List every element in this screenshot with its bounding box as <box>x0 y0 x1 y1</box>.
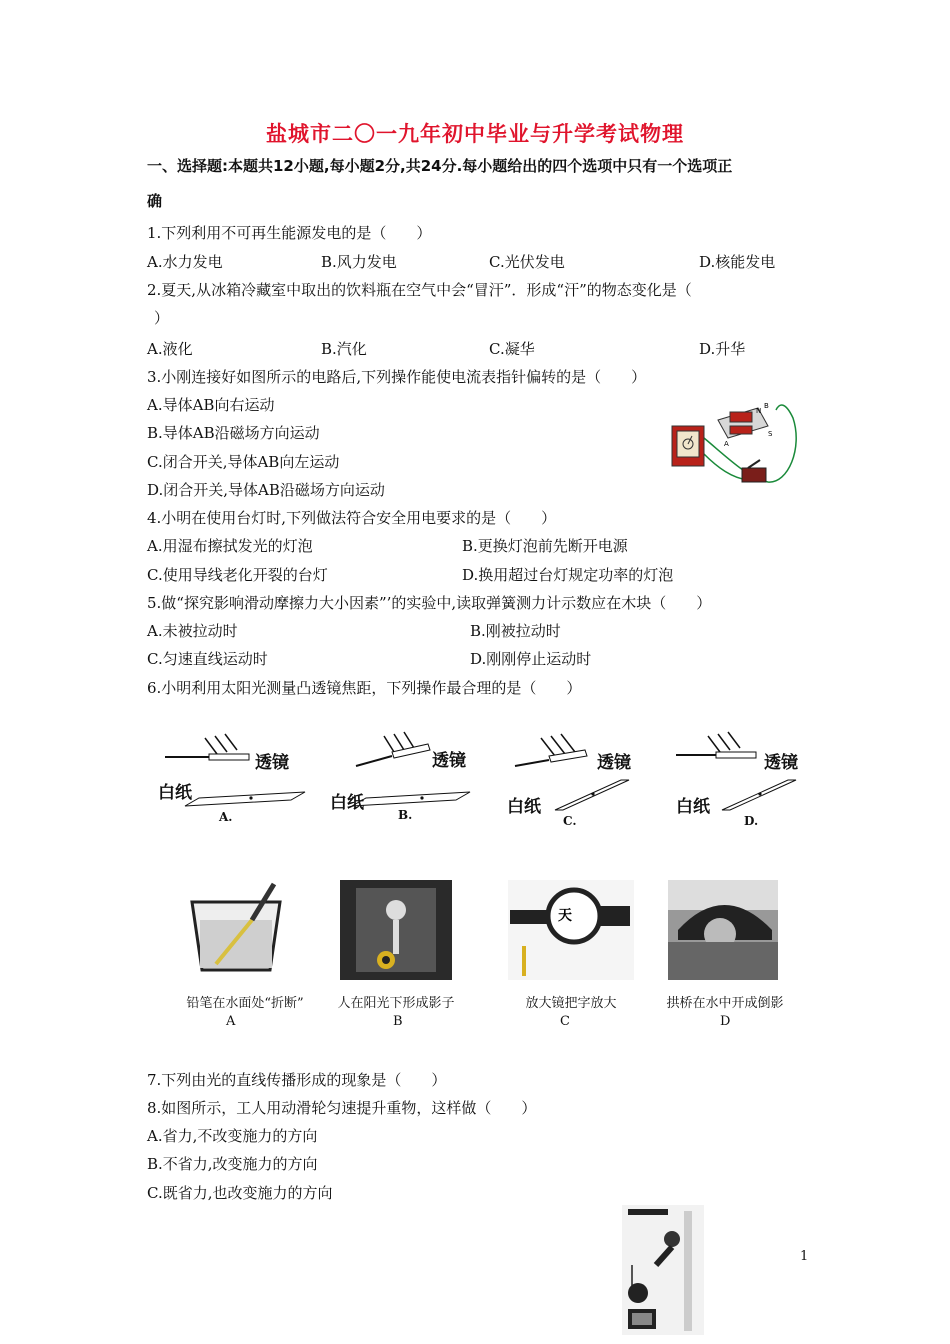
q6-panel-d-lens-label: 透镜 <box>764 753 798 773</box>
q7-photo-a-pencil-in-water <box>186 880 286 976</box>
q7-caption-c: 放大镜把字放大 <box>525 996 617 1011</box>
q1-stem: 1.下列利用不可再生能源发电的是（ ） <box>147 224 432 242</box>
q7-caption-b: 人在阳光下形成影子 <box>337 996 455 1011</box>
q6-panel-c-lens-label: 透镜 <box>597 753 631 773</box>
q6-panel-d-letter: D. <box>744 814 759 828</box>
q6-panel-c-paper-label: 白纸 <box>507 797 541 817</box>
q6-panel-a-lens-label: 透镜 <box>255 753 289 773</box>
page-title: 盐城市二〇一九年初中毕业与升学考试物理 <box>266 121 684 146</box>
q4-option-b: B.更换灯泡前先断开电源 <box>462 537 628 555</box>
q7-letter-a: A <box>226 1014 236 1029</box>
q1-option-d: D.核能发电 <box>699 253 776 271</box>
svg-text:B: B <box>764 402 769 410</box>
q2-option-a: A.液化 <box>147 340 193 358</box>
page-number: 1 <box>800 1249 809 1264</box>
q2-stem-line2: ） <box>154 309 170 327</box>
q6-panel-c-letter: C. <box>563 814 577 828</box>
q2-option-c: C.凝华 <box>489 340 535 358</box>
q6-panel-b-lens-label: 透镜 <box>432 751 466 771</box>
q6-panel-a-letter: A. <box>219 810 233 824</box>
q7-letter-c: C <box>560 1014 570 1029</box>
q1-option-a: A.水力发电 <box>147 253 223 271</box>
q8-option-b: B.不省力,改变施力的方向 <box>147 1155 318 1173</box>
section-heading-line2: 确 <box>147 192 163 210</box>
svg-text:S: S <box>768 430 773 438</box>
q7-stem: 7.下列由光的直线传播形成的现象是（ ） <box>147 1071 447 1089</box>
q3-option-b: B.导体AB沿磁场方向运动 <box>147 424 320 442</box>
svg-text:A: A <box>724 440 729 448</box>
q4-stem: 4.小明在使用台灯时,下列做法符合安全用电要求的是（ ） <box>147 509 557 527</box>
q8-option-c: C.既省力,也改变施力的方向 <box>147 1184 333 1202</box>
q2-stem-line1: 2.夏天,从冰箱冷藏室中取出的饮料瓶在空气中会“冒汗”．形成“汗”的物态变化是（ <box>147 281 692 299</box>
q1-option-c: C.光伏发电 <box>489 253 565 271</box>
q6-panel-d-paper-label: 白纸 <box>676 797 710 817</box>
q4-option-d: D.换用超过台灯规定功率的灯泡 <box>462 566 674 584</box>
svg-text:N: N <box>756 407 762 415</box>
q5-option-c: C.匀速直线运动时 <box>147 650 268 668</box>
q6-panel-d <box>672 730 832 830</box>
q6-panel-b-letter: B. <box>398 808 413 822</box>
q7-photo-b-shadow <box>340 880 452 980</box>
q6-panel-b-paper-label: 白纸 <box>330 793 364 813</box>
q4-option-c: C.使用导线老化开裂的台灯 <box>147 566 328 584</box>
q6-panel-b <box>328 730 488 830</box>
q4-option-a: A.用湿布擦拭发光的灯泡 <box>147 537 313 555</box>
q3-option-d: D.闭合开关,导体AB沿磁场方向运动 <box>147 481 385 499</box>
q3-circuit-figure <box>668 398 808 490</box>
q6-panel-a-paper-label: 白纸 <box>158 783 192 803</box>
q5-option-b: B.刚被拉动时 <box>470 622 561 640</box>
q8-pulley-figure <box>622 1205 704 1335</box>
q7-caption-a: 铅笔在水面处“折断” <box>186 996 304 1011</box>
q5-stem: 5.做“探究影响滑动摩擦力大小因素”’的实验中,读取弹簧测力计示数应在木块（ ） <box>147 594 712 612</box>
q5-option-a: A.未被拉动时 <box>147 622 238 640</box>
svg-text:天: 天 <box>558 908 572 924</box>
q3-stem: 3.小刚连接好如图所示的电路后,下列操作能使电流表指针偏转的是（ ） <box>147 368 647 386</box>
q2-option-b: B.汽化 <box>321 340 367 358</box>
q6-panel-c <box>505 730 665 830</box>
q3-option-c: C.闭合开关,导体AB向左运动 <box>147 453 340 471</box>
q7-letter-d: D <box>720 1014 731 1029</box>
q1-option-b: B.风力发电 <box>321 253 397 271</box>
q2-option-d: D.升华 <box>699 340 746 358</box>
q7-photo-d-bridge-reflection <box>668 880 778 980</box>
q6-stem: 6.小明利用太阳光测量凸透镜焦距，下列操作最合理的是（ ） <box>147 679 582 697</box>
q5-option-d: D.刚刚停止运动时 <box>470 650 592 668</box>
q7-letter-b: B <box>393 1014 403 1029</box>
q8-stem: 8.如图所示，工人用动滑轮匀速提升重物，这样做（ ） <box>147 1099 537 1117</box>
q8-option-a: A.省力,不改变施力的方向 <box>147 1127 318 1145</box>
q7-caption-d: 拱桥在水中开成倒影 <box>666 996 784 1011</box>
section-heading-line1: 一、选择题:本题共12小题,每小题2分,共24分.每小题给出的四个选项中只有一个选项正 <box>147 157 733 175</box>
q6-panel-a <box>155 730 315 830</box>
q3-option-a: A.导体AB向右运动 <box>147 396 275 414</box>
q7-photo-c-magnifier <box>508 880 634 980</box>
